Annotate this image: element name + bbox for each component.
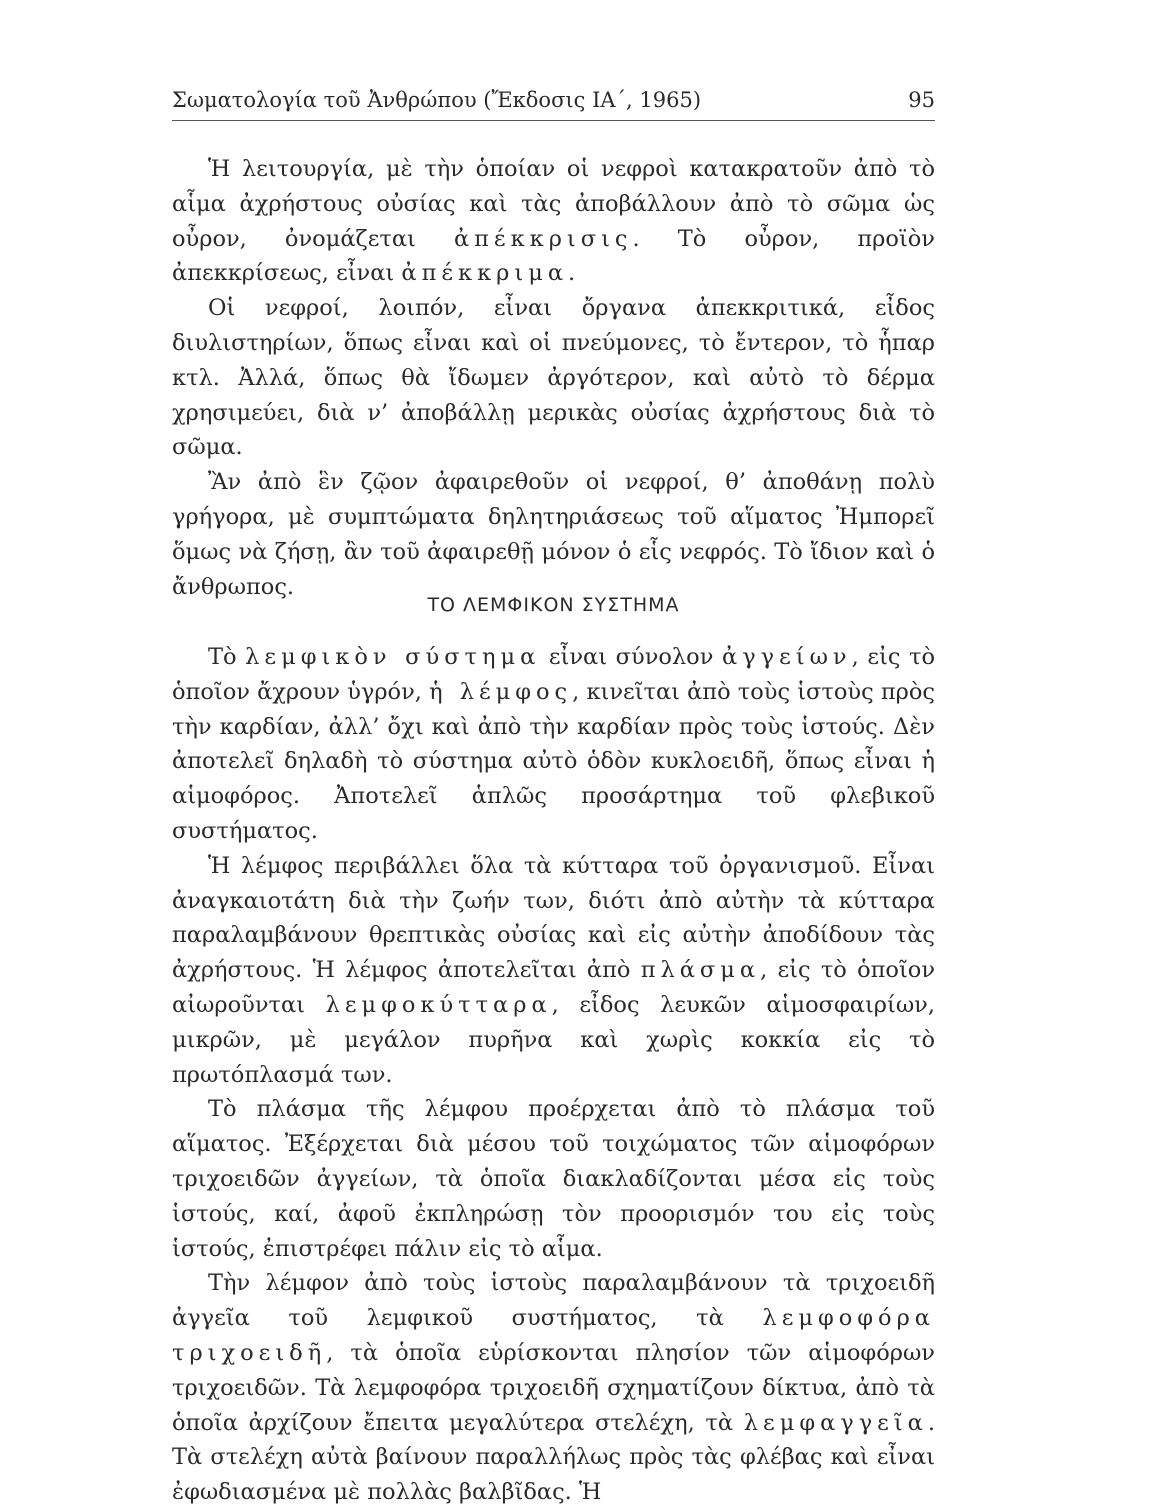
text-run: . Τὰ στελέχη αὐτὰ βαίνουν παραλλήλως πρὸς τὰς φλέβας καὶ εἶναι ἐφωδιασμένα μὲ πολλὰς βαλβῖδας. Ἡ [172,1409,935,1506]
text-run: Ἡ λειτουργία, μὲ τὴν ὁποίαν οἱ νεφροὶ κατακρατοῦν ἀπὸ τὸ αἷμα ἀχρήστους οὐσίας καὶ τὰς ἀποβάλλουν ἀπὸ τὸ σῶμα ὡς οὖρον, ὀνομάζεται [172,156,935,252]
spaced-term: λεμφοκύτταρα [325,991,552,1018]
text-run: , εἰς τὸ ὁποῖον αἰωροῦνται [172,957,935,1018]
text-run: , εἰς τὸ ὁποῖον ἄχρουν ὑγρόν, [172,644,936,705]
spaced-term: λεμφοφόρα τριχοειδῆ [172,1305,935,1366]
text-run: Ἡ λέμφος περιβάλλει ὅλα τὰ κύτταρα τοῦ ὀργανισμοῦ. Εἶναι ἀναγκαιοτάτη διὰ τὴν ζωήν των, διότι ἀπὸ αὐτὴν τὰ κύτταρα παραλαμβάνουν θρεπτικὰς οὐσίας καὶ εἰς αὐτὴν ἀποδίδουν τὰς ἀχρήστους. Ἡ λέμφος ἀποτελεῖται ἀπὸ [172,852,935,984]
spaced-term: λεμφικὸν σύστημα [245,644,541,670]
text-run: Τὸ [208,644,246,670]
spaced-term: πλάσμα [640,957,761,984]
text-run: , εἶδος λευκῶν αἱμοσφαιρίων, μικρῶν, μὲ μεγάλον πυρῆνα καὶ χωρὶς κοκκία εἰς τὸ πρωτόπλασμά των. [172,991,935,1088]
text-run: . [568,260,576,287]
spaced-term: λεμφαγγεῖα [743,1409,928,1436]
paragraph [172,152,935,291]
running-header [172,88,935,121]
paragraph: Τὸ πλάσμα τῆς λέμφου προέρχεται ἀπὸ τὸ πλάσμα τοῦ αἵματος. Ἐξέρχεται διὰ μέσου τοῦ τοιχώματος τῶν αἱμοφόρων τριχοειδῶν ἀγγείων, τὰ ὁποῖα διακλαδίζονται μέσα εἰς τοὺς ἱστούς, καί, ἀφοῦ ἐκπληρώσῃ τὸν προορισμόν του εἰς τοὺς ἱστούς, ἐπιστρέφει πάλιν εἰς τὸ αἷμα. [172,1096,935,1262]
text-run: Τὴν λέμφον ἀπὸ τοὺς ἱστοὺς παραλαμβάνουν τὰ τριχοειδῆ ἀγγεῖα τοῦ λεμφικοῦ συστήματος, τὰ [172,1270,935,1332]
spaced-term: ἀγγείων [722,644,852,670]
spaced-term: ἡ λέμφος [429,678,573,705]
page-number: 95 [908,88,935,112]
section-heading: ΤΟ ΛΕΜΦΙΚΟΝ ΣΥΣΤΗΜΑ [427,594,680,616]
paragraph [172,1266,935,1510]
text-run: εἶναι σύνολον [540,644,722,670]
text-run: , κινεῖται ἀπὸ τοὺς ἱστοὺς πρὸς τὴν καρδίαν, ἀλλ’ ὄχι καὶ ἀπὸ τὴν καρδίαν πρὸς τοὺς ἱστούς. Δὲν ἀποτελεῖ δηλαδὴ τὸ σύστημα αὐτὸ ὁδὸν κυκλοειδῆ, ὅπως εἶναι ἡ αἱμοφόρος. Ἀποτελεῖ ἁπλῶς προσάρτημα τοῦ φλεβικοῦ συστήματος. [172,678,935,844]
spaced-term: ἀπέκκριμα [401,260,569,287]
spaced-term: ἀπέκκρισις [453,225,633,252]
paragraph: Οἱ νεφροί, λοιπόν, εἶναι ὄργανα ἀπεκκριτικά, εἶδος διυλιστηρίων, ὅπως εἶναι καὶ οἱ πνεύμονες, τὸ ἔντερον, τὸ ἧπαρ κτλ. Ἀλλά, ὅπως θὰ ἴδωμεν ἀργότερον, καὶ αὐτὸ τὸ δέρμα χρησιμεύει, διὰ ν’ ἀποβάλλῃ μερικὰς οὐσίας ἀχρήστους διὰ τὸ σῶμα. [172,295,935,461]
paragraph [172,849,935,1093]
text-run: , τὰ ὁποῖα εὑρίσκονται πλησίον τῶν αἱμοφόρων τριχοειδῶν. Τὰ λεμφοφόρα τριχοειδῆ σχηματίζουν δίκτυα, ἀπὸ τὰ ὁποῖα ἀρχίζουν ἔπειτα μεγαλύτερα στελέχη, τὰ [172,1339,935,1436]
paragraph: Ἂν ἀπὸ ἓν ζῷον ἀφαιρεθοῦν οἱ νεφροί, θ’ ἀποθάνῃ πολὺ γρήγορα, μὲ συμπτώματα δηλητηριάσεως τοῦ αἵματος Ἠμπορεῖ ὅμως νὰ ζήσῃ, ἂν τοῦ ἀφαιρεθῇ μόνον ὁ εἷς νεφρός. Τὸ ἴδιον καὶ ὁ ἄνθρωπος. [172,469,935,600]
text-run: . Τὸ οὖρον, προϊὸν ἀπεκκρίσεως, εἶναι [172,225,935,287]
paragraph [172,640,935,849]
section-kidneys-text [172,152,935,604]
section-lymph-text [172,640,935,1510]
header-title: Σωματολογία τοῦ Ἀνθρώπου (Ἔκδοσις ΙΑ΄, 1965) [172,88,702,112]
